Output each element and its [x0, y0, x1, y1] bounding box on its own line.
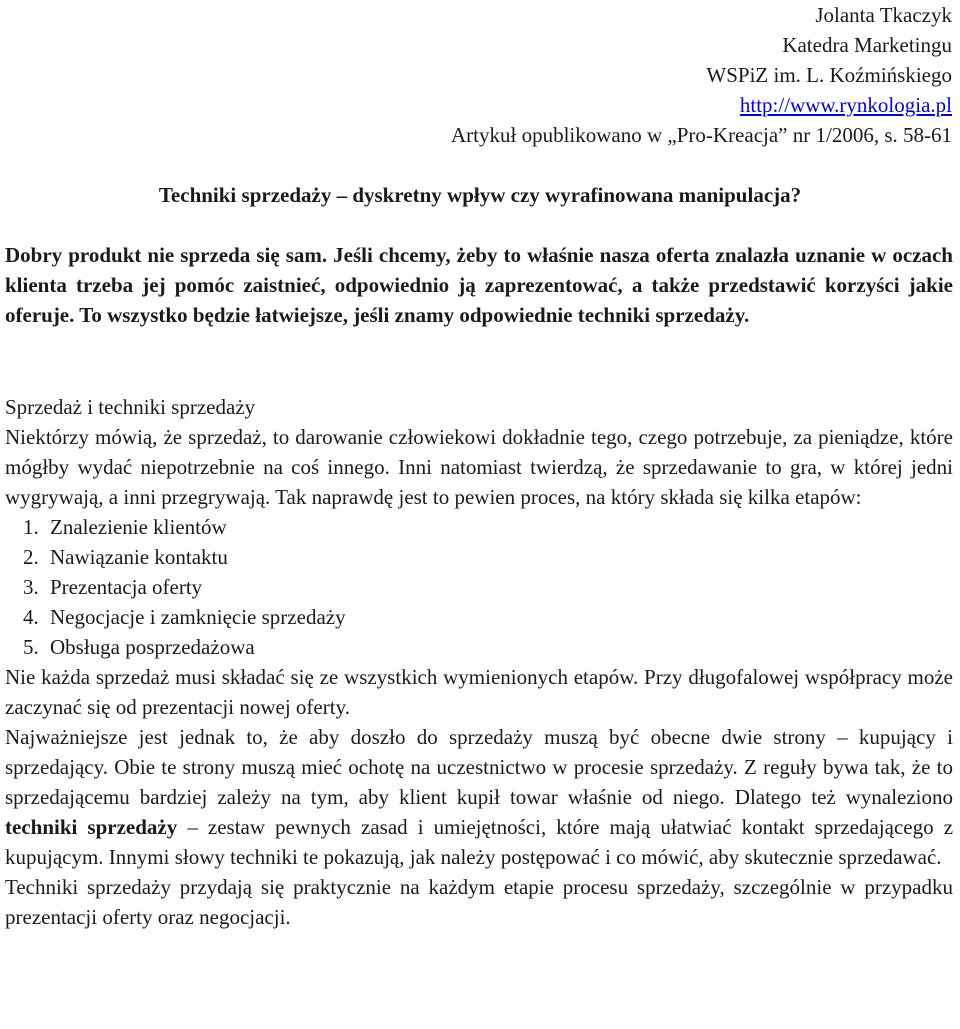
paragraph-2: Nie każda sprzedaż musi składać się ze wszystkich wymienionych etapów. Przy długofalowej współpracy może zaczynać się od prezentacji nowej oferty. — [5, 665, 953, 719]
list-item-label: Negocjacje i zamknięcie sprzedaży — [50, 605, 346, 629]
list-item-number: 3. — [23, 575, 39, 599]
list-item — [5, 632, 953, 662]
school-name: WSPiZ im. L. Koźmińskiego — [706, 63, 952, 87]
article-body — [5, 392, 953, 932]
section-heading: Sprzedaż i techniki sprzedaży — [5, 395, 256, 419]
list-item-label: Nawiązanie kontaktu — [50, 545, 228, 569]
author-header — [252, 0, 952, 150]
list-item-label: Znalezienie klientów — [50, 515, 227, 539]
list-item-number: 5. — [23, 635, 39, 659]
article-title: Techniki sprzedaży – dyskretny wpływ czy wyrafinowana manipulacja? — [158, 183, 802, 207]
author-name: Jolanta Tkaczyk — [815, 3, 952, 27]
paragraph-intro: Niektórzy mówią, że sprzedaż, to darowanie człowiekowi dokładnie tego, czego potrzebuje, za pieniądze, które mógłby wydać niepotrzebnie na coś innego. Inni natomiast twierdzą, że sprzedawanie to gra, w której jedni wygrywają, a inni przegrywają. Tak naprawdę jest to pewien proces, na który składa się kilka etapów: — [5, 425, 953, 509]
list-item-number: 1. — [23, 515, 39, 539]
stages-list — [5, 512, 953, 662]
list-item — [5, 572, 953, 602]
website-link[interactable]: http://www.rynkologia.pl — [739, 93, 952, 117]
department-name: Katedra Marketingu — [782, 33, 952, 57]
paragraph-3-text-b: – zestaw pewnych zasad i umiejętności, które mają ułatwiać kontakt sprzedającego z kupującym. Innymi słowy techniki te pokazują, jak należy postępować i co mówić, aby skutecznie sprzedawać. — [5, 815, 954, 869]
article-lead: Dobry produkt nie sprzeda się sam. Jeśli chcemy, żeby to właśnie nasza oferta znalazła uznanie w oczach klienta trzeba jej pomóc zaistnieć, odpowiednio ją zaprezentować, a także przedstawić korzyści jakie oferuje. To wszystko będzie łatwiejsze, jeśli znamy odpowiednie techniki sprzedaży. — [5, 243, 953, 327]
list-item — [5, 512, 953, 542]
list-item-label: Obsługa posprzedażowa — [50, 635, 255, 659]
paragraph-3-text-a: Najważniejsze jest jednak to, że aby doszło do sprzedaży muszą być obecne dwie strony – kupujący i sprzedający. Obie te strony muszą mieć ochotę na uczestnictwo w procesie sprzedaży. Z reguły bywa tak, że to sprzedającemu bardziej zależy na tym, aby klient kupił towar właśnie od niego. Dlatego też wynaleziono — [5, 725, 953, 809]
list-item-number: 2. — [23, 545, 39, 569]
paragraph-4: Techniki sprzedaży przydają się praktycznie na każdym etapie procesu sprzedaży, szczególnie w przypadku prezentacji oferty oraz negocjacji. — [5, 875, 953, 929]
paragraph-3 — [5, 722, 953, 872]
list-item-label: Prezentacja oferty — [50, 575, 203, 599]
list-item — [5, 542, 953, 572]
list-item — [5, 602, 953, 632]
paragraph-3-bold-term: techniki sprzedaży — [5, 815, 178, 839]
publication-note: Artykuł opublikowano w „Pro-Kreacja” nr 1/2006, s. 58-61 — [451, 123, 952, 147]
list-item-number: 4. — [23, 605, 39, 629]
